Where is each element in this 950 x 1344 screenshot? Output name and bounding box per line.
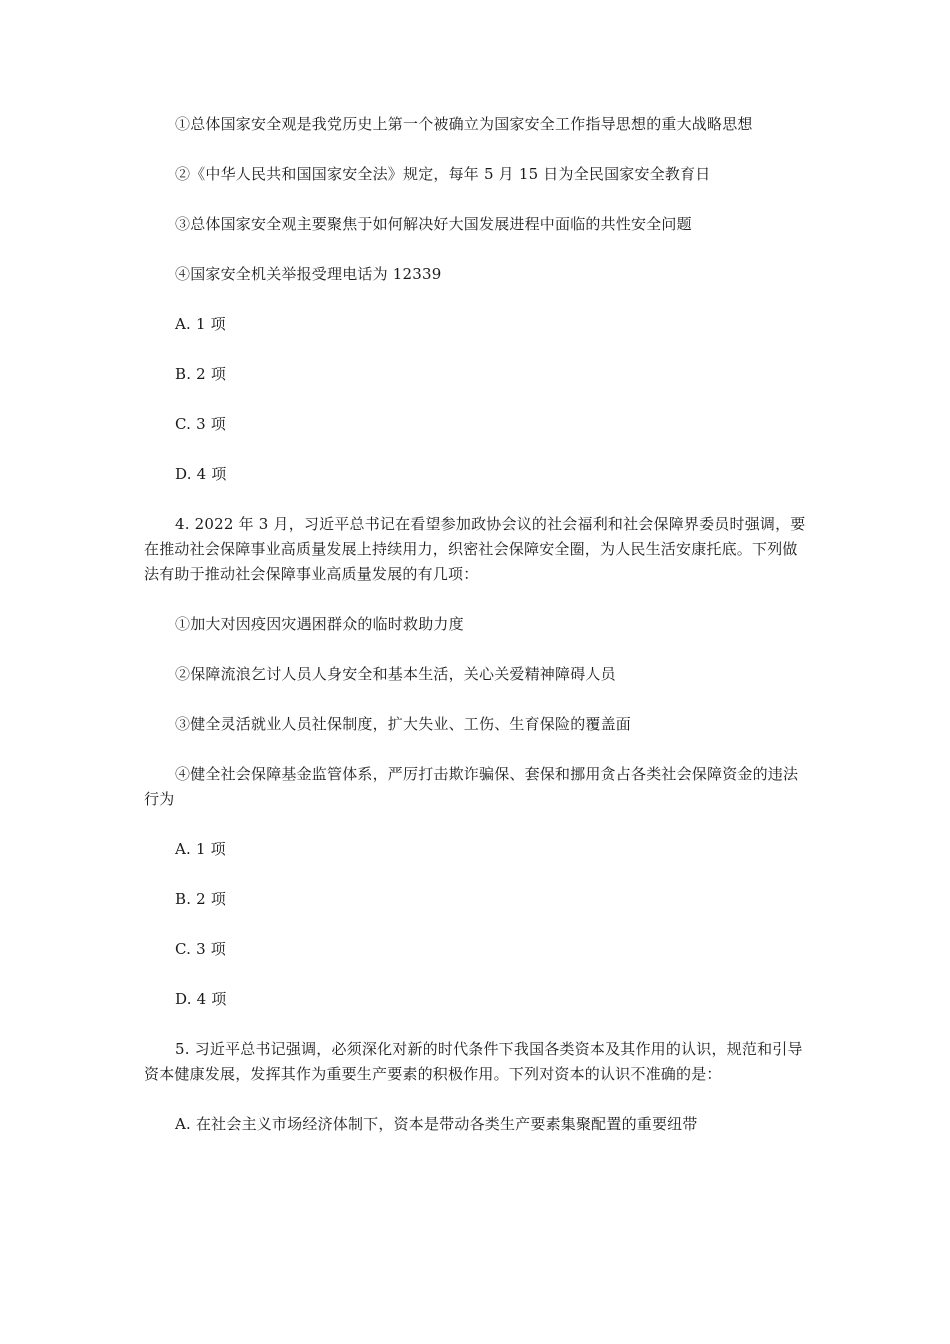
q3-option-a: A. 1 项 bbox=[175, 315, 226, 333]
q3-statement-4: ④国家安全机关举报受理电话为 12339 bbox=[175, 265, 442, 283]
q4-statement-3: ③健全灵活就业人员社保制度，扩大失业、工伤、生育保险的覆盖面 bbox=[175, 715, 632, 733]
q5-stem: 5. 习近平总书记强调，必须深化对新的时代条件下我国各类资本及其作用的认识，规范和引导资本健康发展，发挥其作为重要生产要素的积极作用。下列对资本的认识不准确的是： bbox=[144, 1040, 803, 1083]
q4-option-c: C. 3 项 bbox=[175, 940, 226, 958]
q3-option-d: D. 4 项 bbox=[175, 465, 227, 483]
q4-stem: 4. 2022 年 3 月，习近平总书记在看望参加政协会议的社会福利和社会保障界委员时强调，要在推动社会保障事业高质量发展上持续用力，织密社会保障安全圈，为人民生活安康托底。下列做法有助于推动社会保障事业高质量发展的有几项： bbox=[144, 515, 806, 583]
q5-option-a: A. 在社会主义市场经济体制下，资本是带动各类生产要素集聚配置的重要纽带 bbox=[175, 1115, 698, 1133]
q3-statement-2: ②《中华人民共和国国家安全法》规定，每年 5 月 15 日为全民国家安全教育日 bbox=[175, 165, 711, 183]
q3-option-b: B. 2 项 bbox=[175, 365, 227, 383]
q4-statement-4: ④健全社会保障基金监管体系，严厉打击欺诈骗保、套保和挪用贪占各类社会保障资金的违法行为 bbox=[144, 765, 799, 808]
q4-statement-2: ②保障流浪乞讨人员人身安全和基本生活，关心关爱精神障碍人员 bbox=[175, 665, 616, 683]
q3-option-c: C. 3 项 bbox=[175, 415, 226, 433]
q3-statement-3: ③总体国家安全观主要聚焦于如何解决好大国发展进程中面临的共性安全问题 bbox=[175, 215, 692, 233]
q4-statement-1: ①加大对因疫因灾遇困群众的临时救助力度 bbox=[175, 615, 464, 633]
q4-option-b: B. 2 项 bbox=[175, 890, 227, 908]
q4-option-d: D. 4 项 bbox=[175, 990, 227, 1008]
q4-option-a: A. 1 项 bbox=[175, 840, 226, 858]
document-body bbox=[144, 112, 806, 1137]
q3-statement-1: ①总体国家安全观是我党历史上第一个被确立为国家安全工作指导思想的重大战略思想 bbox=[175, 115, 753, 133]
